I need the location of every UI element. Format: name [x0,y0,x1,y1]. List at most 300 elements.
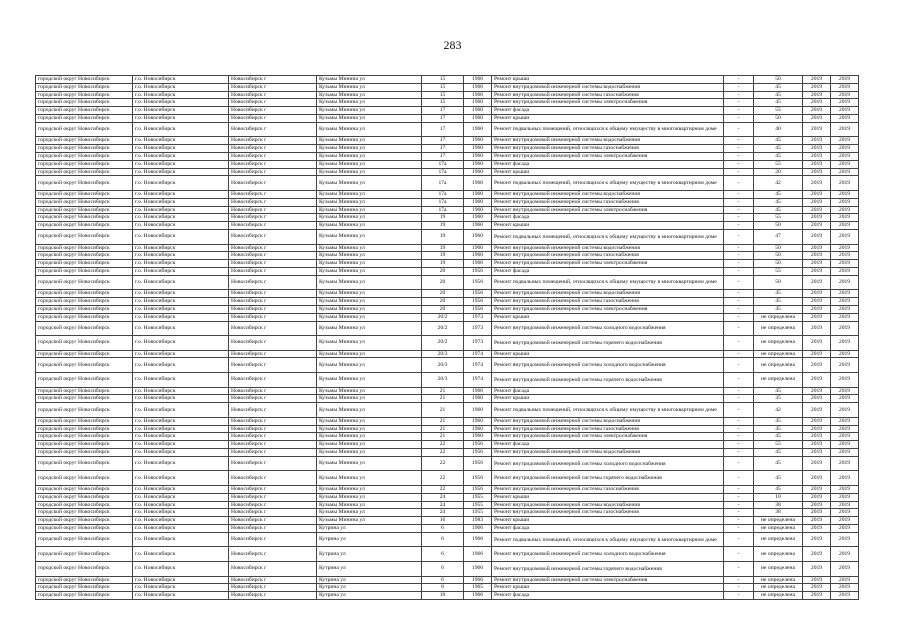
cell-municipality: г.о. Новосибирск [133,562,229,577]
cell-build-year: 1960 [464,403,492,418]
table-row [36,168,859,176]
cell-street: Кузьмы Минина ул [317,305,422,313]
cell-district: городской округ Новосибирск [36,305,133,313]
table-row [36,547,859,562]
cell-work-type: Ремонт подвальных помещений, относящихся к общему имуществу в многоквартирном доме [492,403,724,418]
cell-unit: - [724,562,754,577]
cell-district: городской округ Новосибирск [36,433,133,441]
cell-municipality: г.о. Новосибирск [133,252,229,260]
table-row [36,493,859,501]
cell-build-year: 1960 [464,122,492,137]
cell-start-year: 2019 [803,298,831,306]
cell-work-type: Ремонт крыши [492,313,724,321]
cell-house-number: 10 [422,592,464,600]
cell-municipality: г.о. Новосибирск [133,433,229,441]
cell-start-year: 2019 [803,592,831,600]
cell-work-type: Ремонт подвальных помещений, относящихся к общему имуществу в многоквартирном доме [492,176,724,191]
cell-municipality: г.о. Новосибирск [133,584,229,592]
cell-build-year: 1960 [464,244,492,252]
cell-locality: Новосибирск г [229,114,317,122]
cell-street: Кутрина ул [317,547,422,562]
cell-street: Кутрина ул [317,576,422,584]
cell-build-year: 1955 [464,509,492,517]
cell-house-number: 17 [422,114,464,122]
cell-municipality: г.о. Новосибирск [133,305,229,313]
cell-end-year: 2019 [831,456,859,471]
cell-district: городской округ Новосибирск [36,214,133,222]
cell-municipality: г.о. Новосибирск [133,358,229,373]
cell-district: городской округ Новосибирск [36,137,133,145]
cell-work-type: Ремонт внутридомовой инженерной системы холодного водоснабжения [492,547,724,562]
cell-locality: Новосибирск г [229,137,317,145]
cell-end-year: 2019 [831,206,859,214]
cell-district: городской округ Новосибирск [36,122,133,137]
cell-work-type: Ремонт внутридомовой инженерной системы газоснабжения [492,145,724,153]
cell-locality: Новосибирск г [229,305,317,313]
cell-cost: 55 [754,441,803,449]
cell-unit: - [724,176,754,191]
cell-cost: 45 [754,471,803,486]
cell-end-year: 2019 [831,517,859,525]
cell-street: Кузьмы Минина ул [317,152,422,160]
table-row [36,336,859,351]
cell-build-year: 1960 [464,76,492,84]
cell-unit: - [724,313,754,321]
cell-build-year: 1966 [464,532,492,547]
cell-end-year: 2019 [831,449,859,457]
table-row [36,562,859,577]
cell-district: городской округ Новосибирск [36,222,133,230]
cell-unit: - [724,456,754,471]
cell-district: городской округ Новосибирск [36,373,133,388]
table-row [36,350,859,358]
cell-locality: Новосибирск г [229,509,317,517]
cell-unit: - [724,584,754,592]
cell-cost: не определена [754,592,803,600]
cell-unit: - [724,229,754,244]
cell-build-year: 1960 [464,425,492,433]
cell-unit: - [724,576,754,584]
cell-unit: - [724,244,754,252]
cell-start-year: 2019 [803,91,831,99]
cell-municipality: г.о. Новосибирск [133,122,229,137]
cell-end-year: 2019 [831,486,859,494]
cell-municipality: г.о. Новосибирск [133,137,229,145]
cell-start-year: 2019 [803,160,831,168]
cell-house-number: 21 [422,387,464,395]
cell-municipality: г.о. Новосибирск [133,206,229,214]
cell-house-number: 24 [422,501,464,509]
cell-district: городской округ Новосибирск [36,206,133,214]
cell-end-year: 2019 [831,395,859,403]
cell-cost: 45 [754,152,803,160]
cell-cost: 45 [754,206,803,214]
cell-end-year: 2019 [831,547,859,562]
cell-street: Кузьмы Минина ул [317,76,422,84]
cell-house-number: 20 [422,267,464,275]
cell-district: городской округ Новосибирск [36,114,133,122]
cell-unit: - [724,214,754,222]
cell-work-type: Ремонт внутридомовой инженерной системы электроснабжения [492,152,724,160]
cell-start-year: 2019 [803,222,831,230]
cell-municipality: г.о. Новосибирск [133,145,229,153]
cell-locality: Новосибирск г [229,107,317,115]
cell-build-year: 1956 [464,486,492,494]
cell-street: Кутрина ул [317,525,422,533]
cell-unit: - [724,99,754,107]
cell-build-year: 1960 [464,145,492,153]
cell-municipality: г.о. Новосибирск [133,214,229,222]
cell-locality: Новосибирск г [229,260,317,268]
cell-house-number: 17а [422,190,464,198]
cell-cost: 45 [754,433,803,441]
cell-work-type: Ремонт внутридомовой инженерной системы электроснабжения [492,576,724,584]
cell-start-year: 2019 [803,122,831,137]
cell-street: Кузьмы Минина ул [317,168,422,176]
cell-unit: - [724,290,754,298]
cell-locality: Новосибирск г [229,313,317,321]
cell-cost: 45 [754,449,803,457]
cell-house-number: 6 [422,576,464,584]
cell-cost: 55 [754,160,803,168]
cell-municipality: г.о. Новосибирск [133,260,229,268]
table-row [36,275,859,290]
cell-house-number: 17а [422,168,464,176]
cell-work-type: Ремонт подвальных помещений, относящихся к общему имуществу в многоквартирном доме [492,122,724,137]
cell-cost: 45 [754,99,803,107]
cell-street: Кузьмы Минина ул [317,176,422,191]
cell-locality: Новосибирск г [229,229,317,244]
cell-unit: - [724,433,754,441]
cell-unit: - [724,198,754,206]
cell-district: городской округ Новосибирск [36,562,133,577]
cell-end-year: 2019 [831,501,859,509]
cell-build-year: 1973 [464,313,492,321]
cell-work-type: Ремонт фасада [492,525,724,533]
cell-start-year: 2019 [803,493,831,501]
cell-street: Кузьмы Минина ул [317,267,422,275]
cell-work-type: Ремонт фасада [492,387,724,395]
cell-locality: Новосибирск г [229,244,317,252]
table-row [36,373,859,388]
cell-district: городской округ Новосибирск [36,456,133,471]
cell-work-type: Ремонт внутридомовой инженерной системы горячего водоснабжения [492,373,724,388]
cell-cost: не определена [754,532,803,547]
cell-unit: - [724,373,754,388]
cell-build-year: 1974 [464,358,492,373]
cell-unit: - [724,517,754,525]
table-body [36,76,859,600]
cell-start-year: 2019 [803,562,831,577]
cell-house-number: 21 [422,433,464,441]
cell-build-year: 1955 [464,501,492,509]
cell-house-number: 20 [422,275,464,290]
cell-cost: 38 [754,501,803,509]
cell-municipality: г.о. Новосибирск [133,592,229,600]
cell-start-year: 2019 [803,107,831,115]
table-row [36,298,859,306]
cell-work-type: Ремонт внутридомовой инженерной системы водоснабжения [492,417,724,425]
table-row [36,176,859,191]
cell-street: Кузьмы Минина ул [317,493,422,501]
table-row [36,592,859,600]
cell-start-year: 2019 [803,509,831,517]
cell-build-year: 1960 [464,252,492,260]
table-row [36,252,859,260]
cell-end-year: 2019 [831,275,859,290]
cell-street: Кузьмы Минина ул [317,275,422,290]
cell-cost: 50 [754,114,803,122]
cell-street: Кузьмы Минина ул [317,403,422,418]
cell-build-year: 1960 [464,260,492,268]
cell-build-year: 1960 [464,395,492,403]
cell-street: Кузьмы Минина ул [317,336,422,351]
cell-unit: - [724,137,754,145]
table-row [36,456,859,471]
cell-district: городской округ Новосибирск [36,350,133,358]
table-row [36,305,859,313]
cell-district: городской округ Новосибирск [36,275,133,290]
cell-district: городской округ Новосибирск [36,584,133,592]
cell-locality: Новосибирск г [229,525,317,533]
cell-house-number: 20/3 [422,350,464,358]
cell-unit: - [724,206,754,214]
cell-house-number: 21 [422,425,464,433]
cell-municipality: г.о. Новосибирск [133,198,229,206]
cell-street: Кузьмы Минина ул [317,137,422,145]
cell-street: Кузьмы Минина ул [317,99,422,107]
cell-build-year: 1956 [464,456,492,471]
cell-cost: 50 [754,260,803,268]
cell-build-year: 1960 [464,168,492,176]
table-row [36,91,859,99]
cell-house-number: 16 [422,517,464,525]
cell-end-year: 2019 [831,584,859,592]
cell-municipality: г.о. Новосибирск [133,486,229,494]
cell-district: городской округ Новосибирск [36,441,133,449]
table-row [36,206,859,214]
cell-work-type: Ремонт внутридомовой инженерной системы газоснабжения [492,509,724,517]
cell-start-year: 2019 [803,114,831,122]
cell-house-number: 17а [422,160,464,168]
cell-cost: 45 [754,83,803,91]
cell-end-year: 2019 [831,321,859,336]
cell-end-year: 2019 [831,350,859,358]
cell-unit: - [724,592,754,600]
table-row [36,99,859,107]
cell-end-year: 2019 [831,532,859,547]
cell-street: Кутрина ул [317,592,422,600]
cell-build-year: 1960 [464,91,492,99]
cell-build-year: 1956 [464,449,492,457]
cell-locality: Новосибирск г [229,76,317,84]
cell-start-year: 2019 [803,214,831,222]
table-row [36,509,859,517]
cell-work-type: Ремонт внутридомовой инженерной системы электроснабжения [492,206,724,214]
cell-start-year: 2019 [803,395,831,403]
table-row [36,107,859,115]
cell-end-year: 2019 [831,229,859,244]
cell-locality: Новосибирск г [229,517,317,525]
cell-street: Кузьмы Минина ул [317,387,422,395]
cell-locality: Новосибирск г [229,290,317,298]
cell-district: городской округ Новосибирск [36,91,133,99]
cell-end-year: 2019 [831,562,859,577]
cell-locality: Новосибирск г [229,471,317,486]
cell-work-type: Ремонт внутридомовой инженерной системы холодного водоснабжения [492,358,724,373]
cell-house-number: 22 [422,471,464,486]
cell-work-type: Ремонт крыши [492,114,724,122]
cell-house-number: 6 [422,562,464,577]
cell-municipality: г.о. Новосибирск [133,493,229,501]
cell-end-year: 2019 [831,576,859,584]
table-row [36,358,859,373]
cell-locality: Новосибирск г [229,358,317,373]
cell-municipality: г.о. Новосибирск [133,456,229,471]
cell-work-type: Ремонт внутридомовой инженерной системы водоснабжения [492,290,724,298]
cell-locality: Новосибирск г [229,403,317,418]
cell-municipality: г.о. Новосибирск [133,449,229,457]
table-row [36,313,859,321]
cell-municipality: г.о. Новосибирск [133,336,229,351]
cell-district: городской округ Новосибирск [36,501,133,509]
cell-start-year: 2019 [803,152,831,160]
table-row [36,122,859,137]
cell-municipality: г.о. Новосибирск [133,517,229,525]
page-number: 283 [443,38,462,52]
cell-house-number: 17 [422,107,464,115]
cell-start-year: 2019 [803,83,831,91]
cell-locality: Новосибирск г [229,532,317,547]
cell-municipality: г.о. Новосибирск [133,350,229,358]
cell-end-year: 2019 [831,222,859,230]
cell-work-type: Ремонт внутридомовой инженерной системы газоснабжения [492,425,724,433]
cell-locality: Новосибирск г [229,373,317,388]
cell-build-year: 1966 [464,547,492,562]
cell-start-year: 2019 [803,206,831,214]
cell-house-number: 19 [422,214,464,222]
cell-build-year: 1960 [464,107,492,115]
table-row [36,290,859,298]
cell-cost: 45 [754,387,803,395]
cell-municipality: г.о. Новосибирск [133,107,229,115]
cell-unit: - [724,336,754,351]
cell-start-year: 2019 [803,441,831,449]
cell-work-type: Ремонт подвальных помещений, относящихся к общему имуществу в многоквартирном доме [492,275,724,290]
cell-cost: 42 [754,176,803,191]
table-row [36,403,859,418]
cell-end-year: 2019 [831,198,859,206]
cell-street: Кузьмы Минина ул [317,425,422,433]
cell-start-year: 2019 [803,145,831,153]
cell-district: городской округ Новосибирск [36,449,133,457]
cell-locality: Новосибирск г [229,206,317,214]
cell-street: Кузьмы Минина ул [317,229,422,244]
cell-house-number: 22 [422,456,464,471]
cell-municipality: г.о. Новосибирск [133,532,229,547]
cell-end-year: 2019 [831,425,859,433]
cell-locality: Новосибирск г [229,584,317,592]
cell-build-year: 1960 [464,99,492,107]
cell-street: Кузьмы Минина ул [317,107,422,115]
cell-build-year: 1960 [464,433,492,441]
cell-house-number: 20/2 [422,321,464,336]
cell-work-type: Ремонт внутридомовой инженерной системы электроснабжения [492,433,724,441]
cell-street: Кузьмы Минина ул [317,417,422,425]
cell-start-year: 2019 [803,501,831,509]
table-row [36,137,859,145]
cell-municipality: г.о. Новосибирск [133,152,229,160]
cell-locality: Новосибирск г [229,298,317,306]
cell-cost: 50 [754,222,803,230]
cell-municipality: г.о. Новосибирск [133,275,229,290]
cell-house-number: 17а [422,206,464,214]
cell-district: городской округ Новосибирск [36,532,133,547]
cell-unit: - [724,387,754,395]
cell-build-year: 1960 [464,114,492,122]
table-row [36,260,859,268]
table-row [36,145,859,153]
cell-start-year: 2019 [803,190,831,198]
cell-cost: не определена [754,547,803,562]
cell-district: городской округ Новосибирск [36,260,133,268]
cell-start-year: 2019 [803,198,831,206]
table-row [36,152,859,160]
cell-cost: 55 [754,214,803,222]
table-row [36,190,859,198]
cell-cost: не определена [754,562,803,577]
cell-unit: - [724,267,754,275]
cell-street: Кузьмы Минина ул [317,471,422,486]
table-row [36,387,859,395]
cell-street: Кузьмы Минина ул [317,313,422,321]
cell-work-type: Ремонт фасада [492,160,724,168]
table-row [36,83,859,91]
table-row [36,222,859,230]
cell-municipality: г.о. Новосибирск [133,403,229,418]
cell-cost: 50 [754,76,803,84]
cell-unit: - [724,532,754,547]
cell-unit: - [724,145,754,153]
cell-unit: - [724,114,754,122]
cell-unit: - [724,152,754,160]
cell-build-year: 1956 [464,267,492,275]
cell-street: Кузьмы Минина ул [317,395,422,403]
cell-end-year: 2019 [831,114,859,122]
cell-district: городской округ Новосибирск [36,145,133,153]
cell-street: Кутрина ул [317,532,422,547]
cell-work-type: Ремонт внутридомовой инженерной системы газоснабжения [492,486,724,494]
cell-district: городской округ Новосибирск [36,229,133,244]
cell-street: Кузьмы Минина ул [317,214,422,222]
cell-house-number: 19 [422,252,464,260]
cell-unit: - [724,441,754,449]
cell-house-number: 15 [422,91,464,99]
cell-start-year: 2019 [803,456,831,471]
cell-municipality: г.о. Новосибирск [133,99,229,107]
cell-work-type: Ремонт фасада [492,441,724,449]
cell-work-type: Ремонт внутридомовой инженерной системы электроснабжения [492,260,724,268]
cell-start-year: 2019 [803,525,831,533]
cell-house-number: 6 [422,532,464,547]
cell-street: Кузьмы Минина ул [317,91,422,99]
cell-municipality: г.о. Новосибирск [133,441,229,449]
cell-unit: - [724,298,754,306]
cell-municipality: г.о. Новосибирск [133,417,229,425]
cell-cost: 45 [754,290,803,298]
cell-street: Кузьмы Минина ул [317,321,422,336]
cell-house-number: 17 [422,145,464,153]
